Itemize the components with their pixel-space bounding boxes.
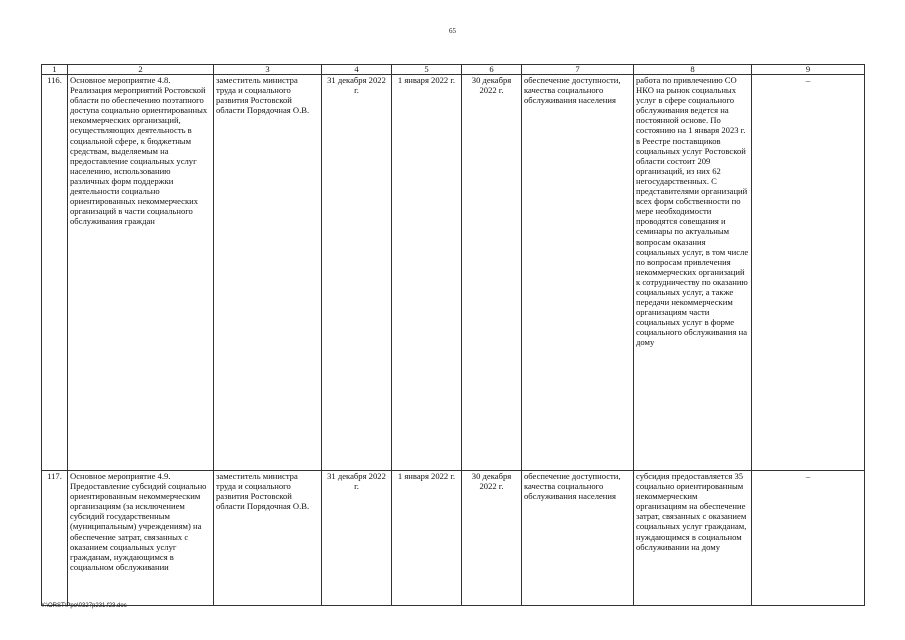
problems-cell: –	[752, 471, 865, 606]
measure-name: Основное мероприятие 4.9. Предоставление субсидий социально ориентированным некоммерческим организациям (за исключением субсидий государственным (муниципальным) учреждениям) на обеспечение затрат, связанных с оказанием социальных услуг гражданам, нуждающимся в социальном обслуживании	[68, 471, 214, 606]
column-header: 2	[68, 65, 214, 75]
column-header: 7	[522, 65, 634, 75]
measure-name: Основное мероприятие 4.8. Реализация мероприятий Ростовской области по обеспечению поэтапного доступа социально ориентированных некоммерческих организаций, осуществляющих деятельность в социальной сфере, к бюджетным средствам, выделяемым на предоставление социальных услуг населению, использованию различных форм поддержки деятельности социально ориентированных некоммерческих организаций в части социального обслуживания граждан	[68, 75, 214, 471]
planned-result: обеспечение доступности, качества социального обслуживания населения	[522, 75, 634, 471]
page-number: 65	[449, 27, 456, 35]
actual-end-date: 30 декабря 2022 г.	[462, 75, 522, 471]
actual-result: работа по привлечению СО НКО на рынок социальных услуг в сфере социального обслуживания ведется на постоянной основе. По состоянию на 1 января 2023 г. в Реестре поставщиков социальных услуг Ростовской области состоит 209 организаций, из них 62 негосударственных. С представителями организаций всех форм собственности по мере необходимости проводятся совещания и семинары по актуальным вопросам оказания социальных услуг, в том числе по вопросам привлечения некоммерческих организаций к сотрудничеству по оказанию социальных услуг, а также передачи некоммерческим организациям части социальных услуг в форме социального обслуживания на дому	[634, 75, 752, 471]
actual-start-date: 1 января 2022 г.	[392, 75, 462, 471]
row-number: 117.	[42, 471, 68, 606]
table-row	[42, 75, 865, 471]
column-header: 3	[214, 65, 322, 75]
file-path-footer: Y:\ORST\Ppo\0327p231.f23.doc	[41, 603, 127, 609]
actual-start-date: 1 января 2022 г.	[392, 471, 462, 606]
actual-result: субсидия предоставляется 35 социально ориентированным некоммерческим организациям на обеспечение затрат, связанных с оказанием социальных услуг гражданам, нуждающимся в социальном обслуживании на дому	[634, 471, 752, 606]
column-header: 5	[392, 65, 462, 75]
responsible-person: заместитель министра труда и социального развития Ростовской области Порядочная О.В.	[214, 471, 322, 606]
planned-end-date: 31 декабря 2022 г.	[322, 471, 392, 606]
row-number: 116.	[42, 75, 68, 471]
planned-end-date: 31 декабря 2022 г.	[322, 75, 392, 471]
table-row	[42, 471, 865, 606]
report-table	[41, 64, 865, 606]
responsible-person: заместитель министра труда и социального развития Ростовской области Порядочная О.В.	[214, 75, 322, 471]
planned-result: обеспечение доступности, качества социального обслуживания населения	[522, 471, 634, 606]
column-header: 1	[42, 65, 68, 75]
actual-end-date: 30 декабря 2022 г.	[462, 471, 522, 606]
column-header: 6	[462, 65, 522, 75]
problems-cell: –	[752, 75, 865, 471]
column-header: 8	[634, 65, 752, 75]
column-number-row	[42, 65, 865, 75]
column-header: 9	[752, 65, 865, 75]
column-header: 4	[322, 65, 392, 75]
